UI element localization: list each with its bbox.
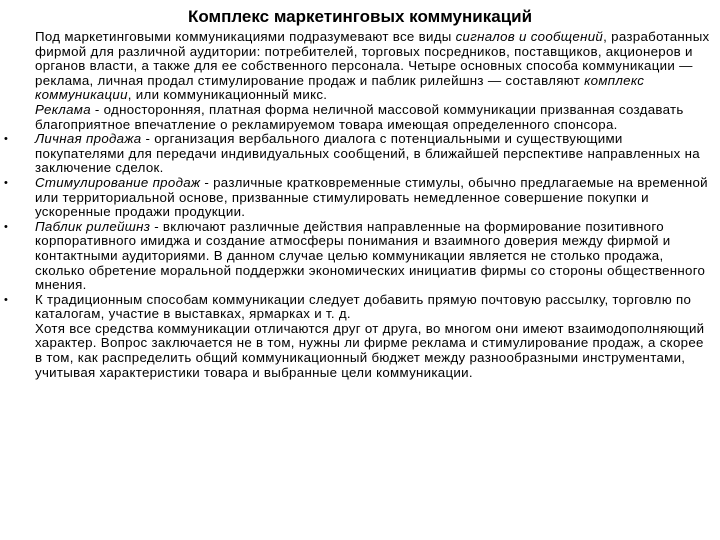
text-run: - включают различные действия направленные на формирование позитивного корпоративного имиджа и создание атмосферы понимания и взаимного доверия между фирмой и контактными аудиториями. В данном случае целью коммуникации является не столько продажа, сколько обретение моральной поддержки экономических инициатив фирмы со стороны общественного мнения. (35, 218, 706, 293)
bullet-icon: • (4, 220, 9, 233)
bullet-icon: • (4, 133, 9, 146)
text-run: , или коммуникационный микс. (127, 87, 328, 103)
emphasis-term: Реклама (35, 101, 91, 117)
text-run: - организация вербального диалога с потенциальными и существующими покупателями для передачи индивидуальных сообщений, в ближайшей перспективе направленных на заключение сделок. (35, 131, 700, 176)
bullet-item (4, 174, 715, 220)
text-run: Хотя все средства коммуникации отличаются друг от друга, во многом они имеют взаимодополняющий характер. Вопрос заключается не в том, нужны ли фирме реклама и стимулирование продаж, а скорее в том, как распределить общий коммуникационный бюджет между разнообразными инструментами, учитывая характеристики товара и выбранные цели коммуникации. (35, 320, 705, 380)
bullet-item (4, 291, 715, 322)
slide-title: Комплекс маркетинговых коммуникаций (187, 7, 533, 26)
bullet-item (4, 131, 715, 176)
paragraph (35, 103, 715, 132)
emphasis-term: Стимулирование продаж (35, 174, 201, 190)
bullet-icon: • (4, 176, 9, 189)
text-run: Под маркетинговыми коммуникациями подразумевают все виды (35, 29, 456, 44)
text-run: - различные кратковременные стимулы, обычно предлагаемые на временной или территориальной основе, призванные стимулировать немедленное совершение покупки и ускоренные продажи продукции. (35, 174, 708, 220)
emphasis-term: комплекс коммуникации (35, 72, 645, 103)
emphasis-term: сигналов и сообщений (455, 29, 604, 44)
text-run: - односторонняя, платная форма неличной массовой коммуникации призванная создавать благоприятное впечатление о рекламируемом товара имеющая определенного спонсора. (35, 101, 684, 132)
paragraph (35, 322, 715, 380)
text-run: К традиционным способам коммуникации следует добавить прямую почтовую рассылку, торговлю по каталогам, участие в выставках, ярмарках и т. д. (35, 291, 692, 322)
slide-body (4, 29, 715, 380)
emphasis-term: Паблик рилейшнз (35, 218, 151, 234)
paragraph (35, 30, 715, 103)
emphasis-term: Личная продажа (35, 131, 142, 147)
bullet-item (4, 218, 715, 293)
bullet-icon: • (4, 293, 9, 306)
text-run: , разработанных фирмой для различной аудитории: потребителей, торговых посредников, поставщиков, акционеров и органов власти, а также для ее собственного персонала. Четыре основных способа коммуникации — реклама, личная продал стимулирование продаж и паблик рилейшнз — составляют (35, 29, 710, 88)
